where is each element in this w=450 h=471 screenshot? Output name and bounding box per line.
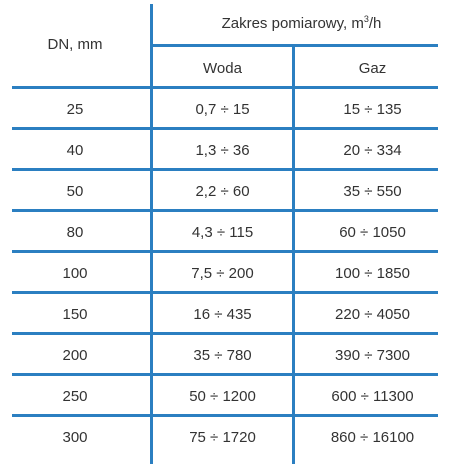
row-divider	[12, 250, 438, 253]
cell-gas: 220 ÷ 4050	[335, 305, 410, 323]
row-divider	[12, 86, 438, 89]
row-divider	[12, 414, 438, 417]
cell-gas: 860 ÷ 16100	[330, 428, 415, 446]
header-water-label: Woda	[203, 60, 242, 77]
cell-water: 0,7 ÷ 15	[195, 100, 250, 118]
header-water	[153, 49, 292, 88]
row-divider	[12, 168, 438, 171]
row-divider	[12, 291, 438, 294]
right-divider	[292, 44, 295, 464]
cell-water: 7,5 ÷ 200	[191, 264, 254, 282]
header-range	[153, 0, 450, 46]
cell-water: 1,3 ÷ 36	[195, 141, 250, 159]
cell-gas: 100 ÷ 1850	[335, 264, 410, 282]
header-range-label: Zakres pomiarowy, $m^3/h$	[221, 13, 382, 32]
cell-water: 2,2 ÷ 60	[195, 182, 250, 200]
cell-gas: 390 ÷ 7300	[335, 346, 410, 364]
header-gas-label: Gaz	[358, 60, 387, 77]
row-divider	[12, 209, 438, 212]
cell-water: 16 ÷ 435	[193, 305, 252, 323]
row-divider	[12, 332, 438, 335]
header-gas	[295, 49, 450, 88]
cell-gas: 20 ÷ 334	[343, 141, 402, 159]
cell-dn: 250	[62, 387, 88, 405]
left-divider	[150, 4, 153, 464]
cell-gas: 15 ÷ 135	[343, 100, 402, 118]
cell-dn: 25	[66, 100, 84, 118]
cell-water: 75 ÷ 1720	[189, 428, 256, 446]
cell-dn: 150	[62, 305, 88, 323]
header-dn	[0, 0, 150, 88]
cell-dn: 100	[62, 264, 88, 282]
cell-dn: 200	[62, 346, 88, 364]
cell-dn: 50	[66, 182, 84, 200]
cell-gas: 35 ÷ 550	[343, 182, 402, 200]
cell-dn: 80	[66, 223, 84, 241]
cell-water: 4,3 ÷ 115	[191, 223, 254, 241]
cell-gas: 600 ÷ 11300	[331, 387, 414, 405]
cell-water: 50 ÷ 1200	[189, 387, 256, 405]
row-divider	[12, 373, 438, 376]
cell-dn: 300	[62, 428, 88, 446]
cell-gas: 60 ÷ 1050	[339, 223, 406, 241]
row-divider	[12, 127, 438, 130]
cell-water: 35 ÷ 780	[193, 346, 252, 364]
header-dn-label: DN, mm	[47, 35, 103, 53]
cell-dn: 40	[66, 141, 84, 159]
